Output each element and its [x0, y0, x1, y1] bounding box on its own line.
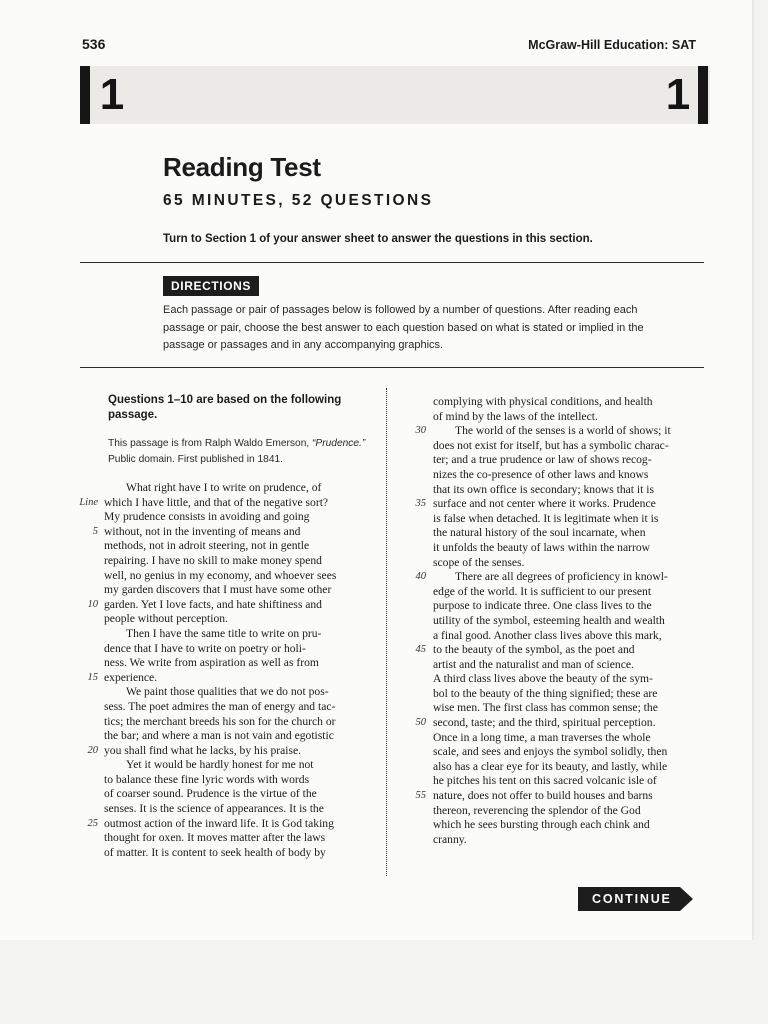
passage-line: scope of the senses. — [433, 555, 525, 569]
passage-line: sess. The poet admires the man of energy and tac- — [104, 699, 336, 713]
passage-line: to balance these fine lyric words with words — [104, 772, 310, 786]
section-number-right: 1 — [665, 70, 691, 119]
passage-line: thereon, reverencing the splendor of the God — [433, 803, 641, 817]
line-number: 25 — [87, 817, 98, 829]
passage-line: is false when detached. It is legitimate when it is — [433, 511, 659, 525]
passage-line: scale, and sees and enjoys the symbol solidly, then — [433, 745, 668, 759]
answer-sheet-instruction: Turn to Section 1 of your answer sheet to answer the questions in this section. — [163, 233, 593, 245]
passage-line: bol to the beauty of the thing signified; these are — [433, 686, 658, 700]
passage-left-column — [104, 481, 376, 860]
continue-marker — [578, 887, 693, 911]
passage-line: nizes the co-presence of other laws and knows — [433, 467, 649, 481]
passage-line: the natural history of the soul incarnate, when — [433, 526, 646, 540]
passage-line: he pitches his tent on this sacred volcanic isle of — [433, 774, 657, 788]
passage-line: without, not in the inventing of means and — [104, 524, 301, 538]
passage-line: which he sees bursting through each chink and — [433, 818, 650, 832]
passage-line: utility of the symbol, esteeming health and wealth — [433, 613, 665, 627]
passage-line: you shall find what he lacks, by his praise. — [104, 743, 302, 757]
continue-label: CONTINUE — [578, 887, 680, 911]
passage-line: complying with physical conditions, and health — [433, 395, 653, 408]
running-head: McGraw-Hill Education: SAT — [528, 38, 696, 52]
passage-line: There are all degrees of proficiency in knowl- — [455, 570, 668, 584]
passage-line: also has a clear eye for its beauty, and lastly, while — [433, 759, 668, 773]
section-tab-right — [660, 66, 708, 124]
directions-text: Each passage or pair of passages below is followed by a number of questions. After reading each passage or pair, choose the best answer to each question based on what is stated or implied in the passage or passages and in any accompanying graphics. — [163, 304, 644, 351]
directions-badge: DIRECTIONS — [163, 276, 259, 296]
passage-line: people without perception. — [104, 612, 228, 626]
attribution-source: “Prudence.” — [312, 438, 366, 449]
section-number-left: 1 — [99, 70, 125, 119]
passage-line: experience. — [104, 670, 158, 684]
passage-line: well, no genius in my economy, and whoever sees — [104, 568, 337, 582]
line-number: 15 — [87, 671, 98, 683]
passage-line: A third class lives above the beauty of the sym- — [433, 672, 653, 686]
passage-line: My prudence consists in avoiding and going — [104, 510, 310, 524]
line-number: 30 — [415, 425, 426, 437]
line-number: 40 — [415, 571, 426, 583]
test-subtitle: 65 MINUTES, 52 QUESTIONS — [163, 192, 434, 209]
line-number: 10 — [87, 598, 98, 610]
passage-right-column — [433, 395, 705, 847]
passage-line: senses. It is the science of appearances. It is the — [104, 802, 324, 816]
page-number: 536 — [82, 36, 106, 52]
passage-line: garden. Yet I love facts, and hate shiftiness and — [104, 597, 322, 611]
test-title: Reading Test — [163, 152, 321, 182]
passage-line: repairing. I have no skill to make money spend — [104, 553, 322, 567]
section-tab-left — [80, 66, 128, 124]
passage-line: wise men. The first class has common sense; the — [433, 701, 658, 715]
passage-line: of mind by the laws of the intellect. — [433, 409, 598, 423]
passage-attribution — [108, 436, 378, 468]
passage-line: What right have I to write on prudence, of — [126, 481, 322, 494]
attribution-prefix: This passage is from Ralph Waldo Emerson, — [108, 438, 313, 449]
passage-line: that its own office is secondary; knows that it is — [433, 482, 655, 496]
passage-line: the bar; and where a man is not vain and egotistic — [104, 729, 334, 743]
passage-line: second, taste; and the third, spiritual perception. — [433, 716, 656, 730]
line-number: 20 — [87, 744, 98, 756]
passage-line: methods, not in adroit steering, not in gentle — [104, 539, 310, 553]
section-tab-band — [698, 66, 708, 124]
continue-arrow-icon — [680, 887, 693, 911]
divider-rule — [80, 367, 704, 368]
passage-line: of coarser sound. Prudence is the virtue of the — [104, 787, 317, 801]
line-number: 55 — [415, 790, 426, 802]
passage-line: ter; and a true prudence or law of shows recog- — [433, 453, 652, 467]
passage-line: dence that I have to write on poetry or holi- — [104, 641, 306, 655]
questions-heading: Questions 1–10 are based on the following passage. — [108, 394, 342, 421]
passage-line: artist and the naturalist and man of science. — [433, 657, 634, 671]
passage-line: edge of the world. It is sufficient to our present — [433, 584, 652, 598]
line-number: 5 — [92, 525, 98, 537]
passage-line: it unfolds the beauty of laws within the narrow — [433, 540, 651, 554]
passage-line: ness. We write from aspiration as well as from — [104, 656, 319, 670]
section-tab-band — [80, 66, 90, 124]
passage-line: which I have little, and that of the negative sort? — [104, 495, 329, 509]
passage-line: cranny. — [433, 832, 467, 846]
passage-line: Yet it would be hardly honest for me not — [126, 758, 314, 772]
section-header-bar — [80, 66, 710, 124]
passage-line: Once in a long time, a man traverses the whole — [433, 730, 651, 744]
passage-line: The world of the senses is a world of shows; it — [455, 424, 671, 438]
passage-line: thought for oxen. It moves matter after the laws — [104, 831, 326, 845]
passage-line: surface and not center where it works. Prudence — [433, 497, 656, 511]
passage-line: Then I have the same title to write on pru- — [126, 626, 322, 640]
line-number: 35 — [415, 498, 426, 510]
passage-line: does not exist for itself, but has a symbolic charac- — [433, 438, 669, 452]
passage-line: tics; the merchant breeds his son for the church or — [104, 714, 336, 728]
passage-line: purpose to indicate three. One class lives to the — [433, 599, 652, 613]
passage-line: We paint those qualities that we do not pos- — [126, 685, 329, 699]
passage-line: my garden discovers that I must have some other — [104, 583, 332, 597]
line-number: Line — [79, 496, 98, 508]
divider-rule — [80, 262, 704, 263]
attribution-suffix: Public domain. First published in 1841. — [108, 454, 283, 465]
passage-line: outmost action of the inward life. It is God taking — [104, 816, 334, 830]
passage-line: a final good. Another class lives above this mark, — [433, 628, 662, 642]
line-number: 50 — [415, 717, 426, 729]
column-divider — [386, 388, 387, 876]
line-number: 45 — [415, 644, 426, 656]
passage-line: nature, does not offer to build houses and barns — [433, 789, 653, 803]
passage-line: of matter. It is content to seek health of body by — [104, 845, 326, 859]
passage-line: to the beauty of the symbol, as the poet and — [433, 643, 635, 657]
